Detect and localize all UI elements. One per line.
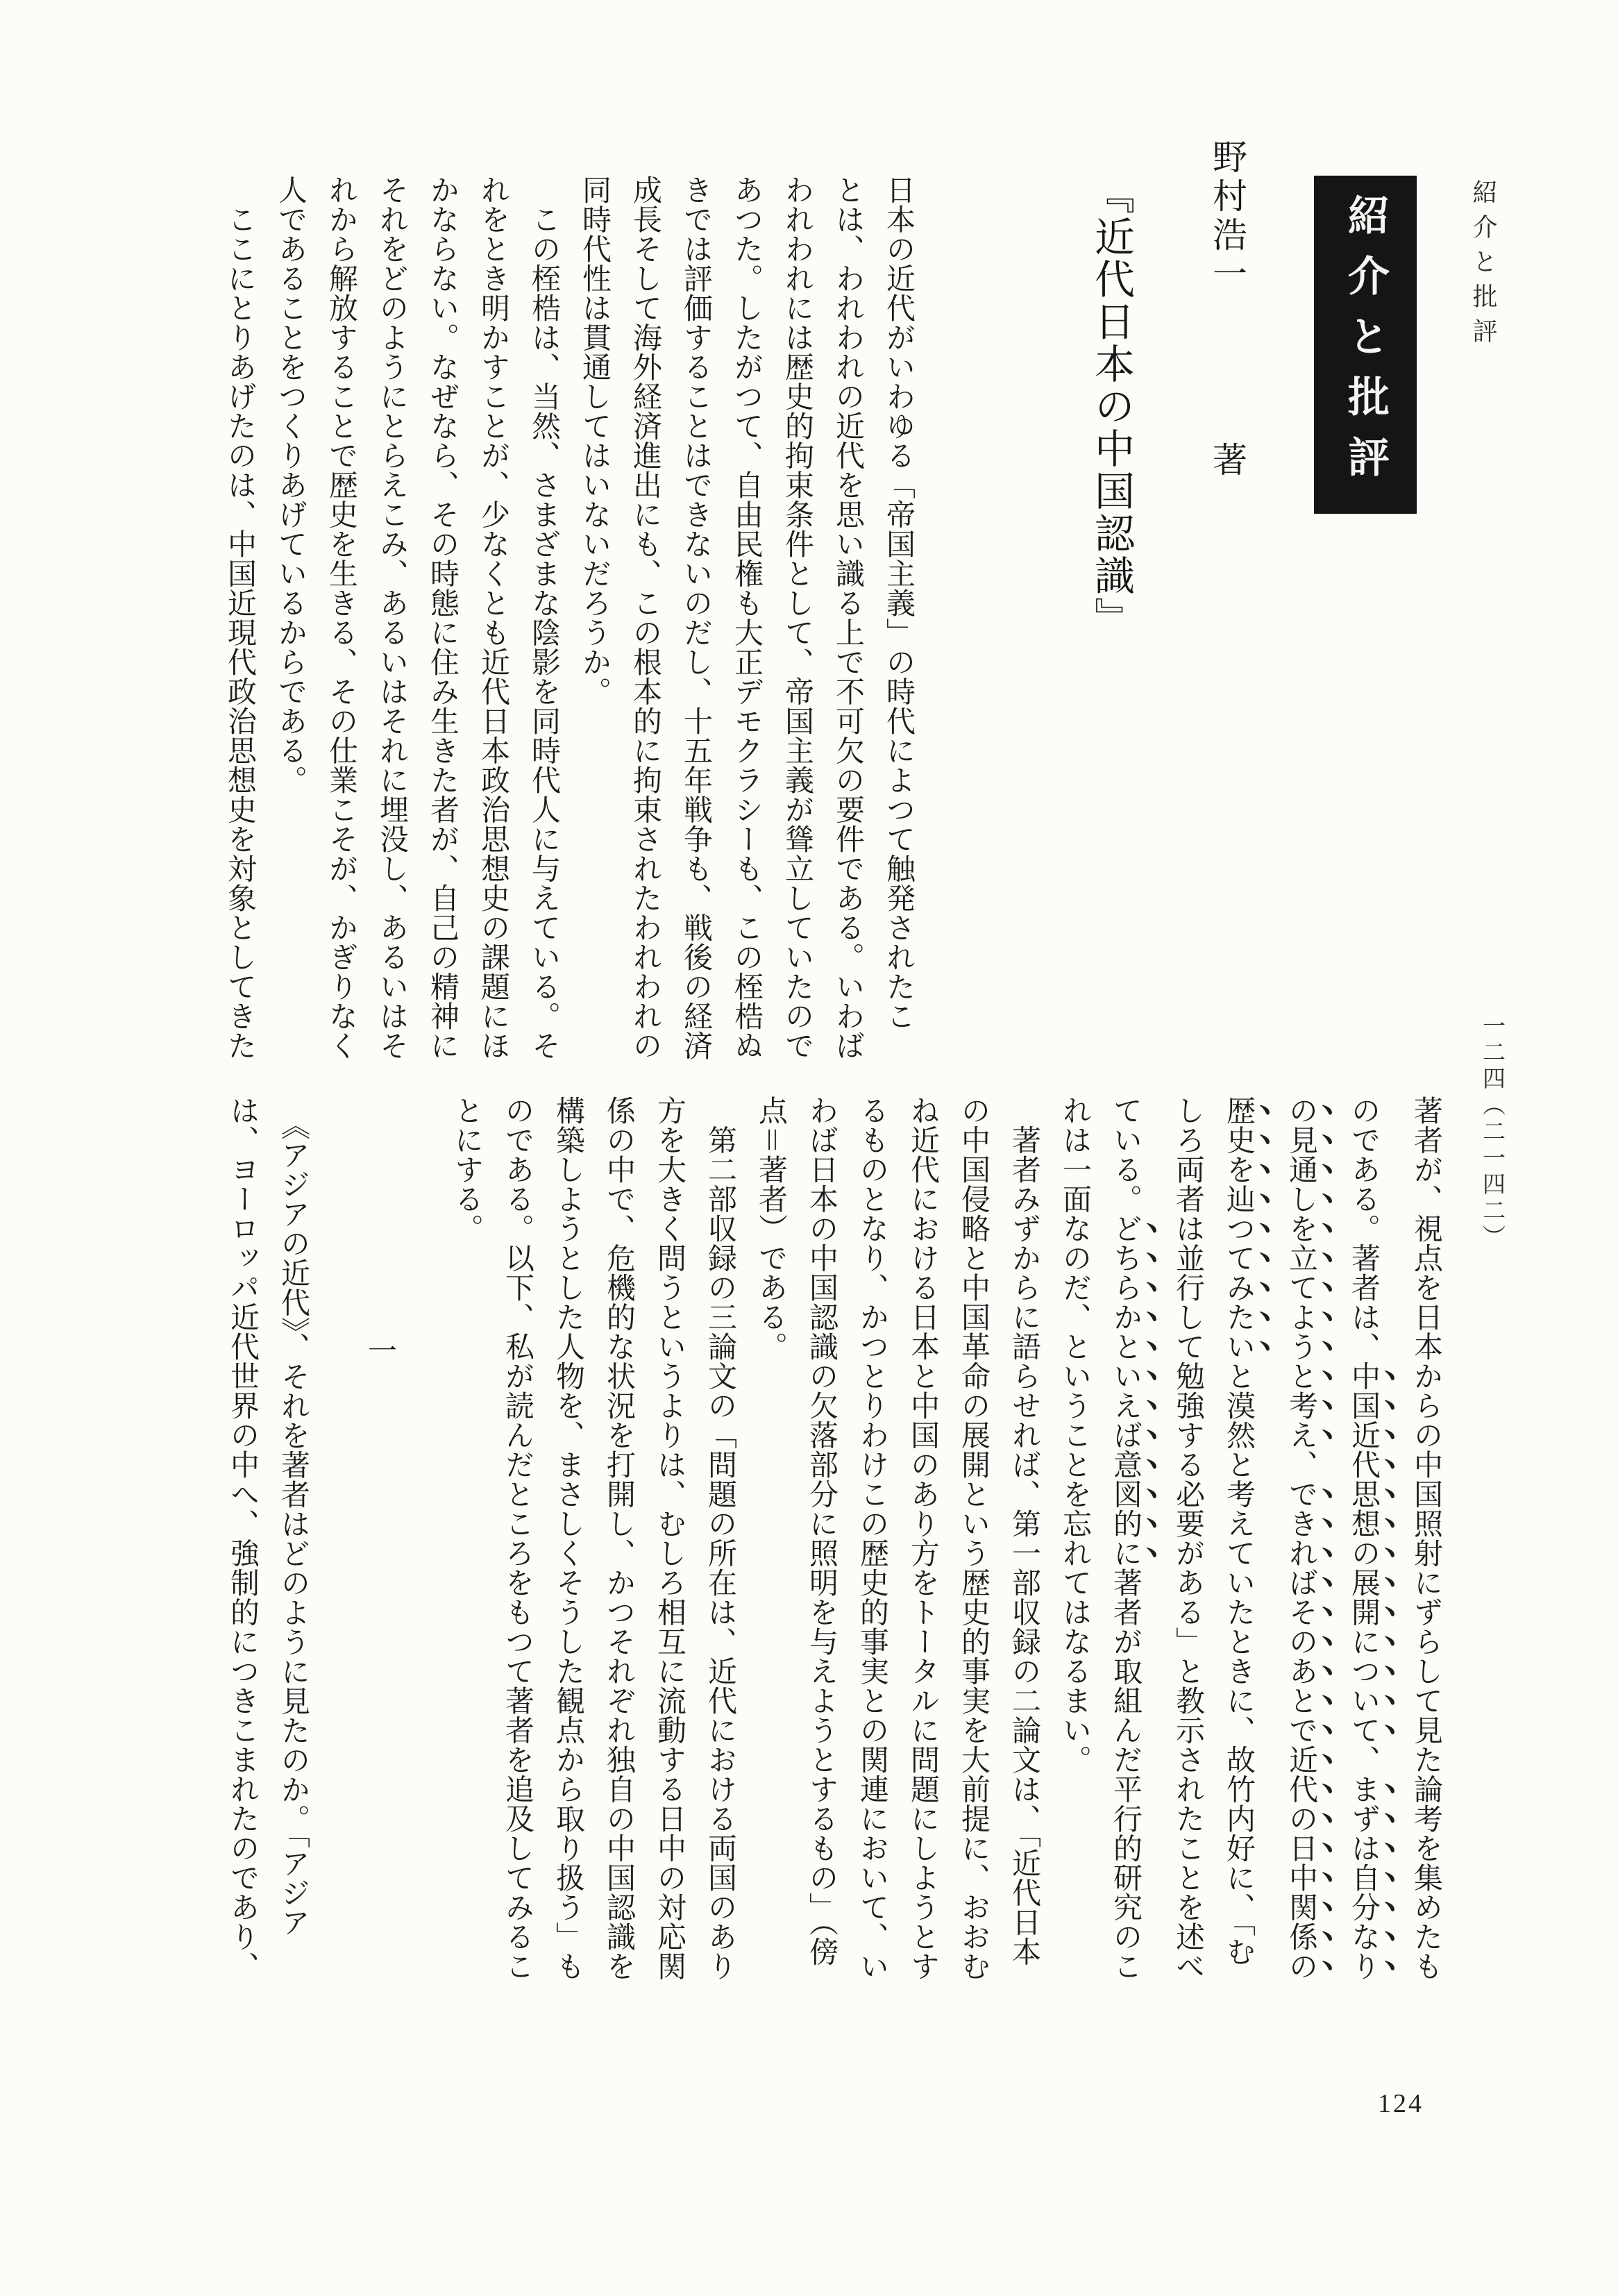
text-column: 係の中で、危機的な状況を打開し、かつそれぞれ独自の中国認識を <box>602 1096 634 1981</box>
text-column: 同時代性は貫通してはいないだろうか。 <box>578 175 610 706</box>
text-column: のである。著者は、中国近代思想の展開について、まずは自分なり <box>1347 1096 1379 1981</box>
text-column: 歴史を辿つてみたいと漠然と考えていたときに、故竹内好に、「む <box>1222 1096 1254 1966</box>
text-column: のである。以下、私が読んだところをもつて著者を追及してみるこ <box>501 1096 533 1981</box>
text-column: この桎梏は、当然、さまざまな陰影を同時代人に与えている。そ <box>528 175 559 1060</box>
text-column: 構築しようとした人物を、まさしくそうした観点から取り扱う」も <box>552 1096 584 1981</box>
text-column: 方を大きく問うというよりは、むしろ相互に流動する日中の対応関 <box>653 1096 685 1981</box>
text-column: 《アジアの近代》、それを著者はどのように見たのか。「アジア <box>277 1096 309 1937</box>
text-column: わば日本の中国認識の欠落部分に照明を与えようとするもの」（傍 <box>805 1096 837 1966</box>
emphasized-text: どちらかといえば意図的に <box>1109 1214 1141 1568</box>
text-column: かならない。なぜなら、その時態に住み生きた者が、自己の精神に <box>426 175 458 1060</box>
text-column: とは、われわれの近代を思い識る上で不可欠の要件である。いわば <box>832 175 863 1060</box>
text-column: われわれには歴史的拘束条件として、帝国主義が聳立していたので <box>781 175 813 1060</box>
text-column: ている。どちらかといえば意図的に著者が取組んだ平行的研究のこ <box>1109 1096 1141 1981</box>
text-column: れをとき明かすことが、少なくとも近代日本政治思想史の課題にほ <box>477 175 509 1060</box>
emphasized-text: 歴史を辿つてみたい <box>1222 1096 1254 1361</box>
text-column <box>1275 1096 1338 1988</box>
book-title: 『近代日本の中国認識』 <box>1088 174 1134 639</box>
review-intro-text <box>214 175 923 1067</box>
section-banner-label: 紹介と批評 <box>1342 194 1388 496</box>
section-number: 一 <box>364 1335 396 1365</box>
text-column: ここにとりあげたのは、中国近現代政治思想史を対象としてきた <box>224 175 255 1060</box>
text-column: るものとなり、かつとりわけこの歴史的事実との関連において、い <box>856 1096 888 1981</box>
margin-folio: 一二四（二一四二） <box>1479 1014 1504 1251</box>
text-column: しろ両者は並行して勉強する必要がある」と教示されたことを述べ <box>1172 1096 1204 1981</box>
text-column: 成長そして海外経済進出にも、この根本的に拘束されたわれわれの <box>629 175 661 1060</box>
text-column: の中国侵略と中国革命の展開という歴史的事実を大前提に、おおむ <box>957 1096 989 1981</box>
section-banner <box>1314 176 1417 514</box>
text-column: は、ヨーロッパ近代世界の中へ、強制的につきこまれたのであり、 <box>226 1096 258 1981</box>
text-column: 著者みずからに語らせれば、第一部収録の二論文は、「近代日本 <box>1008 1096 1040 1966</box>
page-number: 124 <box>1378 2089 1424 2118</box>
text-column: れから解放することで歴史を生きる、その仕業こそが、かぎりなく <box>325 175 357 1060</box>
author-line <box>1202 139 1252 480</box>
text-column: 点＝著者）である。 <box>755 1096 786 1361</box>
text-column: きでは評価することはできないのだし、十五年戦争も、戦後の経済 <box>680 175 711 1060</box>
text-column: 第二部収録の三論文の「問題の所在は、近代における両国のあり <box>704 1096 736 1981</box>
text-column: 日本の近代がいわゆる「帝国主義」の時代によつて触発されたこ <box>882 175 914 1031</box>
running-head: 紹介と批評 <box>1469 179 1497 353</box>
text-column: とにする。 <box>450 1096 482 1243</box>
emphasized-text: の見通しを立てようと考え、できればそのあとで近代の日中関係の <box>1285 1096 1317 1981</box>
text-column: あつた。したがつて、自由民権も大正デモクラシーも、この桎梏ぬ <box>730 175 762 1060</box>
emphasized-text: 中国近代思想の展開について、まずは自分なり <box>1347 1361 1379 1981</box>
text-column: れは一面なのだ、ということを忘れてはなるまい。 <box>1059 1096 1090 1775</box>
text-column: ね近代における日本と中国のあり方をトータルに問題にしようとす <box>907 1096 938 1981</box>
text-column: それをどのようにとらえこみ、あるいはそれに埋没し、あるいはそ <box>376 175 407 1060</box>
text-column: 人であることをつくりあげているからである。 <box>274 175 306 795</box>
text-column: 著者が、視点を日本からの中国照射にずらして見た論考を集めたも <box>1410 1096 1442 1981</box>
author-name: 野村浩一 <box>1208 139 1247 294</box>
review-body-text <box>226 1096 1451 1988</box>
author-role-label: 著 <box>1208 442 1247 480</box>
